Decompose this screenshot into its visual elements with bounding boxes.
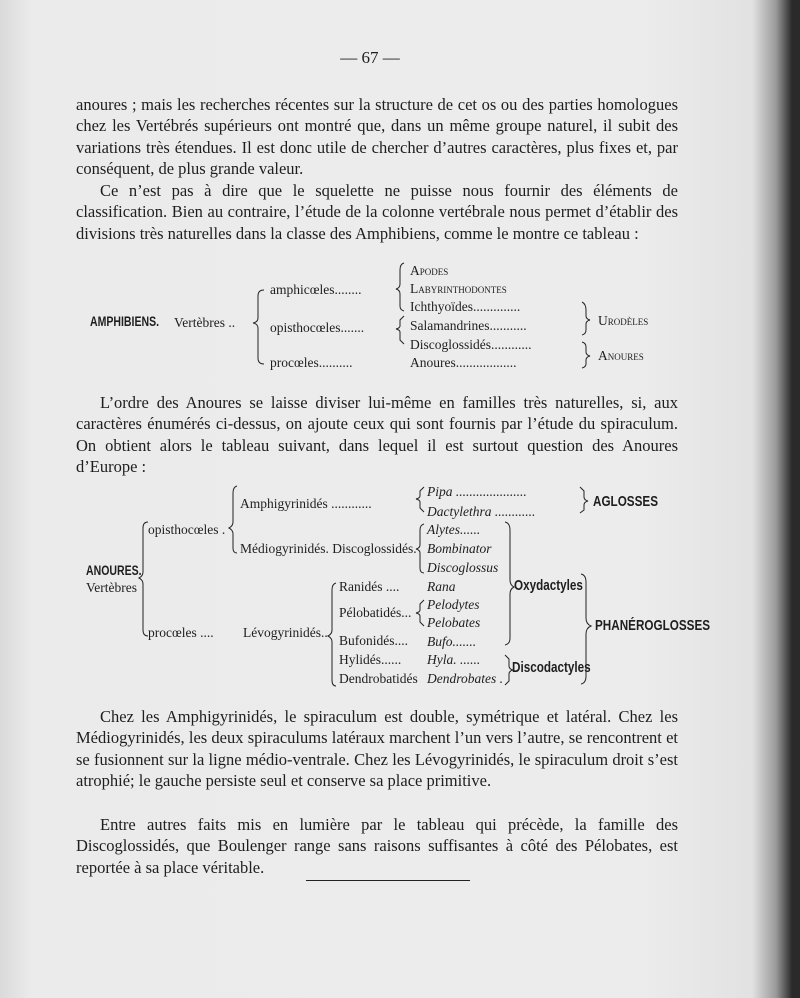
t2-pipa: Pipa ..................... <box>427 484 527 499</box>
t2-aglosses-label: AGLOSSES <box>593 493 659 510</box>
t2-brace-disco-genera <box>416 524 424 573</box>
paragraph-5 <box>76 814 678 878</box>
paragraph-4-text: Chez les Amphigyrinidés, le spiraculum est double, symétrique et latéral. Chez les Médiogyrinidés, les deux spiraculums latéraux marchent l’un vers l’autre, se rencontrent et se fusionnent sur la ligne médio-ventrale. Chez les Lévogyrinidés, le spiraculum droit s’est atrophié; le gauche persiste seul et conserve sa place primitive. <box>76 707 678 790</box>
t2-oxydactyles-label: Oxydactyles <box>514 577 583 594</box>
t1-root <box>90 314 179 330</box>
t2-brace-root <box>139 522 148 636</box>
t2-pelobatides: Pélobatidés... <box>339 605 412 620</box>
t2-phaneroglosses-label: PHANÉROGLOSSES <box>595 617 711 634</box>
t2-amphigyrinides: Amphigyrinidés ............ <box>240 496 372 511</box>
t2-root-sub: Vertèbres <box>86 580 137 595</box>
t2-rana: Rana <box>427 579 456 594</box>
t2-brace-levo <box>328 583 336 686</box>
t1-discoglossides: Discoglossidés............ <box>410 337 532 352</box>
t2-opisthocoeles: opisthocœles . <box>148 522 226 537</box>
t1-brace-opistho <box>396 316 404 344</box>
t2-ranides: Ranidés .... <box>339 579 400 594</box>
paragraph-2-text: Ce n’est pas à dire que le squelette ne puisse nous fournir des éléments de classification. Bien au contraire, l’étude de la colonne vertébrale nous permet d’établir des divisions très naturelles dans la classe des Amphibiens, comme le montre ce tableau : <box>76 181 678 243</box>
t2-phaneroglosses <box>595 618 743 634</box>
paragraph-2 <box>76 180 678 244</box>
t2-bufonides: Bufonidés.... <box>339 633 408 648</box>
t2-brace-amphi-genera <box>416 487 424 512</box>
t2-discodactyles-label: Discodactyles <box>512 659 591 676</box>
t1-procoeles: procœles.......... <box>270 355 353 370</box>
page-number: — 67 — <box>340 48 400 67</box>
t2-dendrobates: Dendrobates . <box>427 671 503 686</box>
t2-pelodytes: Pelodytes <box>427 597 480 612</box>
t1-urodeles: Urodèles <box>598 313 649 328</box>
t1-labyrinthodontes: Labyrinthodontes <box>410 281 507 296</box>
t2-dactylethra: Dactylethra ............ <box>427 504 536 519</box>
t1-opisthocoeles: opisthocœles....... <box>270 320 365 335</box>
t2-brace-pelob-genera <box>416 600 424 626</box>
t1-brace-anoures <box>582 342 590 368</box>
t2-aglosses <box>593 494 676 510</box>
t2-dendrobatides: Dendrobatidés <box>339 671 418 686</box>
closing-rule <box>306 880 470 881</box>
t2-brace-opistho <box>229 486 237 553</box>
t1-amphicoeles: amphicœles........ <box>270 282 362 297</box>
t1-ichthyoides: Ichthyoïdes.............. <box>410 299 521 314</box>
t1-apodes: Apodes <box>410 263 449 278</box>
t2-discoglossus: Discoglossus <box>427 560 499 575</box>
paragraph-5-text: Entre autres faits mis en lumière par le tableau qui précède, la famille des Discoglossidés, que Boulenger range sans raisons suffisantes à côté des Pélobates, est reportée à sa place véritable. <box>76 815 678 877</box>
t2-root <box>86 563 157 579</box>
paragraph-3 <box>76 392 678 477</box>
t2-alytes: Alytes...... <box>427 522 481 537</box>
paragraph-1: anoures ; mais les recherches récentes sur la structure de cet os ou des parties homologues chez les Vertébrés supérieurs ont montré que, dans un même groupe naturel, il subit des variations très étendues. Il est donc utile de chercher d’autres caractères, plus fixes et, par conséquent, de plus grande valeur. <box>76 95 678 178</box>
t2-bombinator: Bombinator <box>427 541 492 556</box>
t2-root-label: ANOURES. <box>86 563 142 578</box>
t1-anoures: Anoures.................. <box>410 355 517 370</box>
t2-brace-oxy <box>505 522 514 645</box>
t1-salamandrines: Salamandrines........... <box>410 318 527 333</box>
t1-brace-amphi <box>396 263 404 311</box>
t1-brace-root <box>253 290 264 364</box>
t2-bufo: Bufo....... <box>427 634 477 649</box>
t2-discodactyles <box>512 660 613 676</box>
t2-pelobates: Pelobates <box>427 615 481 630</box>
paragraph-4 <box>76 706 678 791</box>
paragraph-3-text: L’ordre des Anoures se laisse diviser lui-même en familles très naturelles, si, aux caractères énumérés ci-dessus, on ajoute ceux qui sont fournis par l’étude du spiraculum. On obtient alors le tableau suivant, dans lequel il est surtout question des Anoures d’Europe : <box>76 393 678 476</box>
t1-anoures-group: Anoures <box>598 348 644 363</box>
t2-procoeles: procœles .... <box>148 625 214 640</box>
t1-root-label: AMPHIBIENS. <box>90 314 160 329</box>
t1-root-sub: Vertèbres .. <box>174 315 236 330</box>
t2-levogyrinides: Lévogyrinidés.. <box>243 625 328 640</box>
t1-brace-urodeles <box>582 302 590 335</box>
t2-mediogyrinides: Médiogyrinidés. Discoglossidés. <box>240 541 417 556</box>
t2-hyla: Hyla. ...... <box>427 652 481 667</box>
t2-hylides: Hylidés...... <box>339 652 402 667</box>
t2-oxydactyles <box>514 578 602 594</box>
t2-brace-aglosses <box>580 487 588 513</box>
